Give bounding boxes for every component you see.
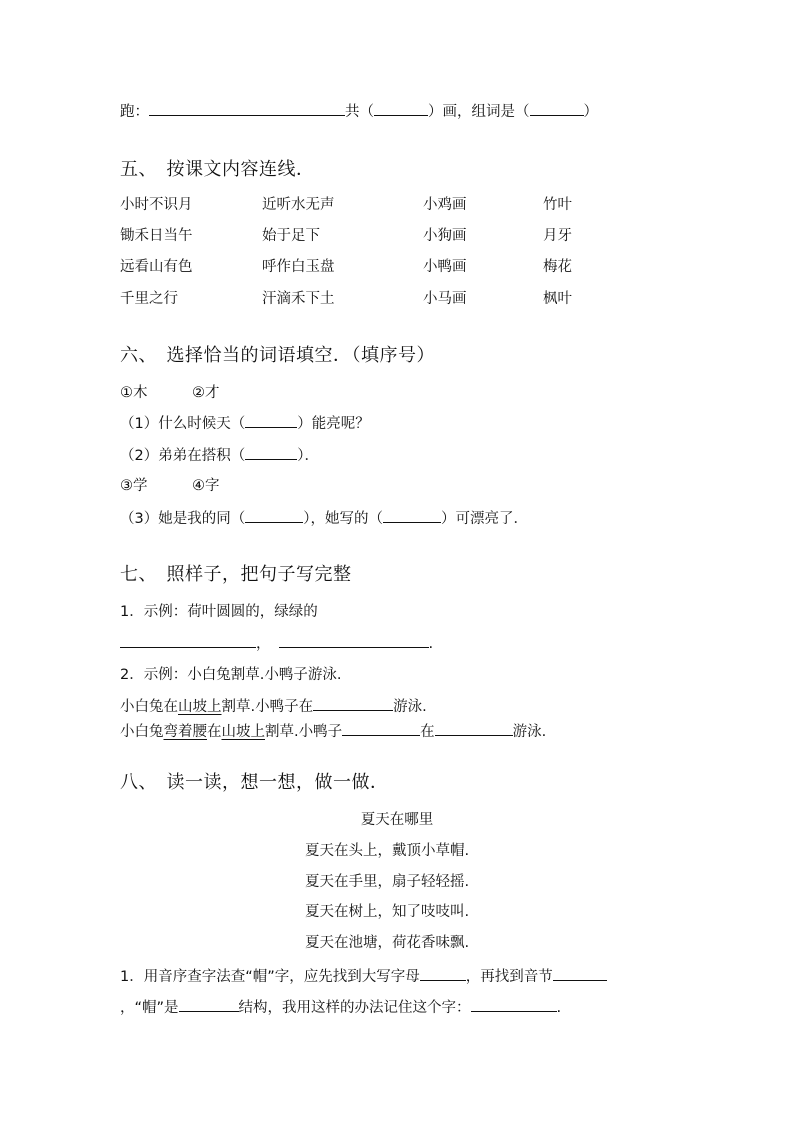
l4-blank-2[interactable] [435, 721, 513, 736]
s8-q1-text-b: ，再找到音节 [465, 969, 553, 985]
s8-q1-text-d: 结构，我用这样的办法记住这个字： [238, 1000, 471, 1016]
q3-blank-2[interactable] [383, 508, 441, 523]
poem-title: 夏天在哪里 [360, 812, 434, 828]
pao-stroke-blank[interactable] [149, 101, 345, 116]
l3-text-a: 小白兔在 [120, 699, 178, 715]
match-cell[interactable]: 近听水无声 [262, 197, 335, 213]
pao-line [120, 101, 598, 122]
l3-underlined: 山坡上 [178, 699, 222, 715]
pao-hua: ）画，组词是（ [428, 104, 530, 120]
s7-example-2: 2．示例：小白兔割草.小鸭子游泳. [120, 667, 342, 683]
q3-text-b: ），她写的（ [303, 511, 383, 527]
s7-example-1: 1．示例：荷叶圆圆的，绿绿的 [120, 604, 318, 620]
match-cell[interactable]: 梅花 [543, 259, 572, 275]
s8-q1-text-a: 1．用音序查字法查“帽”字，应先找到大写字母 [120, 969, 420, 985]
match-cell[interactable]: 千里之行 [120, 291, 178, 307]
structure-blank[interactable] [179, 997, 239, 1012]
match-cell[interactable]: 小时不识月 [120, 197, 193, 213]
s6-question-1 [120, 413, 370, 434]
section-6-title: 六、 选择恰当的词语填空．（填序号） [120, 345, 435, 366]
section-8-title: 八、 读一读，想一想，做一做． [120, 772, 389, 793]
q2-blank[interactable] [245, 445, 297, 460]
q1-text-a: （1）什么时候天（ [120, 416, 246, 432]
pao-gong: 共（ [345, 104, 374, 120]
l4-text-e: 游泳. [512, 724, 547, 740]
option-2: ②才 [192, 385, 220, 401]
s8-q1-text-c: ，“帽”是 [120, 1000, 179, 1016]
l4-text-d: 在 [420, 724, 435, 740]
s8-question-1-line-2 [120, 997, 561, 1018]
option-1: ①木 [120, 385, 148, 401]
match-cell[interactable]: 枫叶 [543, 291, 572, 307]
syllable-blank[interactable] [553, 966, 607, 981]
s7-answer-1 [120, 633, 433, 654]
match-cell[interactable]: 小鸭画 [423, 259, 467, 275]
ex1-blank-1[interactable] [120, 633, 256, 648]
q3-text-c: ）可漂亮了． [440, 511, 528, 527]
section-5-title: 五、 按课文内容连线． [120, 159, 315, 180]
match-cell[interactable]: 汗滴禾下土 [262, 291, 335, 307]
poem-line: 夏天在池塘，荷花香味飘. [305, 935, 470, 951]
l4-text-b: 在 [207, 724, 222, 740]
q1-text-b: ）能亮呢？ [297, 416, 370, 432]
pao-count-blank[interactable] [374, 101, 428, 116]
l4-underlined-2: 山坡上 [221, 724, 265, 740]
l4-blank-1[interactable] [342, 721, 420, 736]
q2-text-b: ）． [297, 448, 319, 464]
pao-word-blank[interactable] [530, 101, 584, 116]
letter-blank[interactable] [420, 966, 466, 981]
q3-blank-1[interactable] [245, 508, 303, 523]
s8-q1-text-e: . [556, 1000, 562, 1016]
poem-line: 夏天在树上，知了吱吱叫. [305, 904, 470, 920]
match-cell[interactable]: 呼作白玉盘 [262, 259, 335, 275]
match-cell[interactable]: 小鸡画 [423, 197, 467, 213]
ex1-period: . [428, 636, 434, 652]
l4-underlined-1: 弯着腰 [163, 724, 207, 740]
ex1-comma: ， [256, 636, 271, 652]
match-cell[interactable]: 锄禾日当午 [120, 228, 193, 244]
q2-text-a: （2）弟弟在搭积（ [120, 448, 246, 464]
option-4: ④字 [192, 478, 220, 494]
l3-text-c: 游泳. [393, 699, 427, 715]
s8-question-1-line-1 [120, 966, 607, 987]
s6-question-3 [120, 508, 528, 529]
method-blank[interactable] [471, 997, 557, 1012]
s7-line-3 [120, 696, 427, 717]
section-7-title: 七、 照样子，把句子写完整 [120, 564, 352, 585]
pao-char: 跑： [120, 104, 149, 120]
match-cell[interactable]: 远看山有色 [120, 259, 193, 275]
poem-line: 夏天在头上，戴顶小草帽. [305, 843, 470, 859]
match-cell[interactable]: 小马画 [423, 291, 467, 307]
match-cell[interactable]: 小狗画 [423, 228, 467, 244]
ex1-blank-2[interactable] [279, 633, 429, 648]
s7-line-4 [120, 721, 546, 742]
l4-text-a: 小白兔 [120, 724, 164, 740]
l3-blank[interactable] [313, 696, 393, 711]
s6-question-2 [120, 445, 319, 466]
match-cell[interactable]: 月牙 [543, 228, 572, 244]
q3-text-a: （3）她是我的同（ [120, 511, 246, 527]
l4-text-c: 割草.小鸭子 [265, 724, 343, 740]
match-cell[interactable]: 竹叶 [543, 197, 572, 213]
option-3: ③学 [120, 478, 148, 494]
poem-line: 夏天在手里，扇子轻轻摇. [305, 874, 470, 890]
l3-text-b: 割草.小鸭子在 [221, 699, 314, 715]
match-cell[interactable]: 始于足下 [262, 228, 320, 244]
q1-blank[interactable] [245, 413, 297, 428]
pao-end: ） [583, 104, 598, 120]
